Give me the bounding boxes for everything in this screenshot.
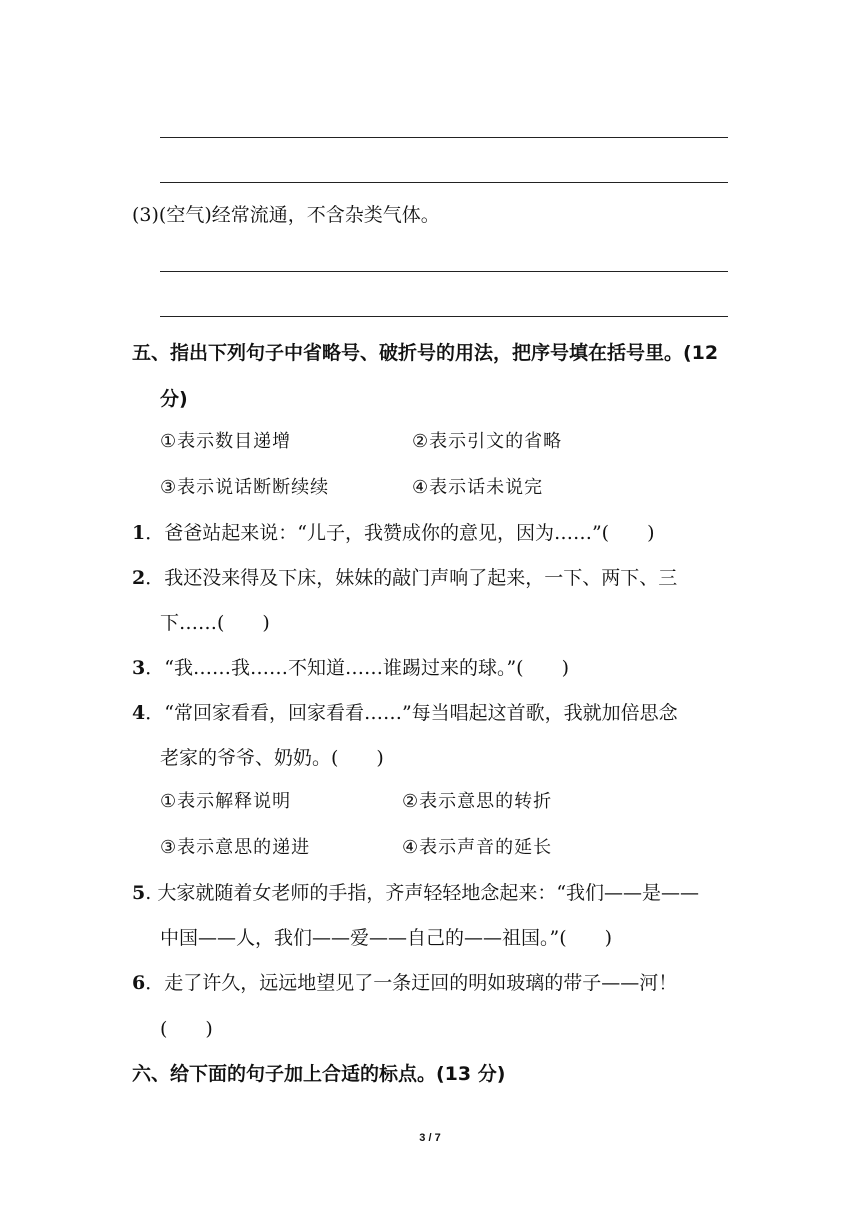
list-item [132, 659, 569, 678]
item-text: ．走了许久，远远地望见了一条迂回的明如玻璃的带子——河！ [145, 972, 678, 994]
list-item [132, 974, 677, 993]
item-number: 5 [132, 882, 146, 904]
list-item [132, 569, 677, 588]
option: ②表示意思的转折 [402, 791, 553, 812]
list-item [132, 704, 678, 723]
item-number: 6 [132, 972, 146, 994]
section-5-title-cont: 分) [160, 388, 188, 410]
answer-line [160, 271, 728, 272]
item-number: 1 [132, 522, 146, 544]
option: ③表示意思的递进 [160, 837, 311, 858]
item-number: 4 [132, 702, 146, 724]
item-text: ．“我……我……不知道……谁踢过来的球。”( ) [145, 657, 569, 679]
option: ③表示说话断断续续 [160, 477, 330, 498]
item-text: ．“常回家看看，回家看看……”每当唱起这首歌，我就加倍思念 [145, 702, 678, 724]
item-text-cont: 下……( ) [160, 612, 270, 634]
item-text: ．我还没来得及下床，妹妹的敲门声响了起来，一下、两下、三 [145, 567, 678, 589]
page-number: 3 / 7 [419, 1132, 441, 1144]
section-6-title: 六、给下面的句子加上合适的标点。(13 分) [132, 1063, 506, 1085]
option: ④表示声音的延长 [402, 837, 553, 858]
item-text: ．爸爸站起来说：“儿子，我赞成你的意见，因为……”( ) [145, 522, 655, 544]
option: ①表示数目递增 [160, 431, 292, 452]
list-item [132, 524, 655, 543]
option: ④表示话未说完 [412, 477, 544, 498]
item-number: 2 [132, 567, 146, 589]
item-text-cont: 老家的爷爷、奶奶。( ) [160, 747, 384, 769]
option: ②表示引文的省略 [412, 431, 563, 452]
item-number: 3 [132, 657, 146, 679]
item-text-cont: ( ) [160, 1018, 213, 1040]
answer-line [160, 182, 728, 183]
option: ①表示解释说明 [160, 791, 292, 812]
section-5-title: 五、指出下列句子中省略号、破折号的用法，把序号填在括号里。(12 [132, 342, 719, 364]
item-text: . 大家就随着女老师的手指，齐声轻轻地念起来：“我们——是—— [145, 882, 700, 904]
list-item [132, 884, 699, 903]
answer-line [160, 137, 728, 138]
answer-line [160, 316, 728, 317]
question-3: (3)(空气)经常流通，不含杂类气体。 [132, 204, 440, 226]
item-text-cont: 中国——人，我们——爱——自己的——祖国。”( ) [160, 927, 613, 949]
